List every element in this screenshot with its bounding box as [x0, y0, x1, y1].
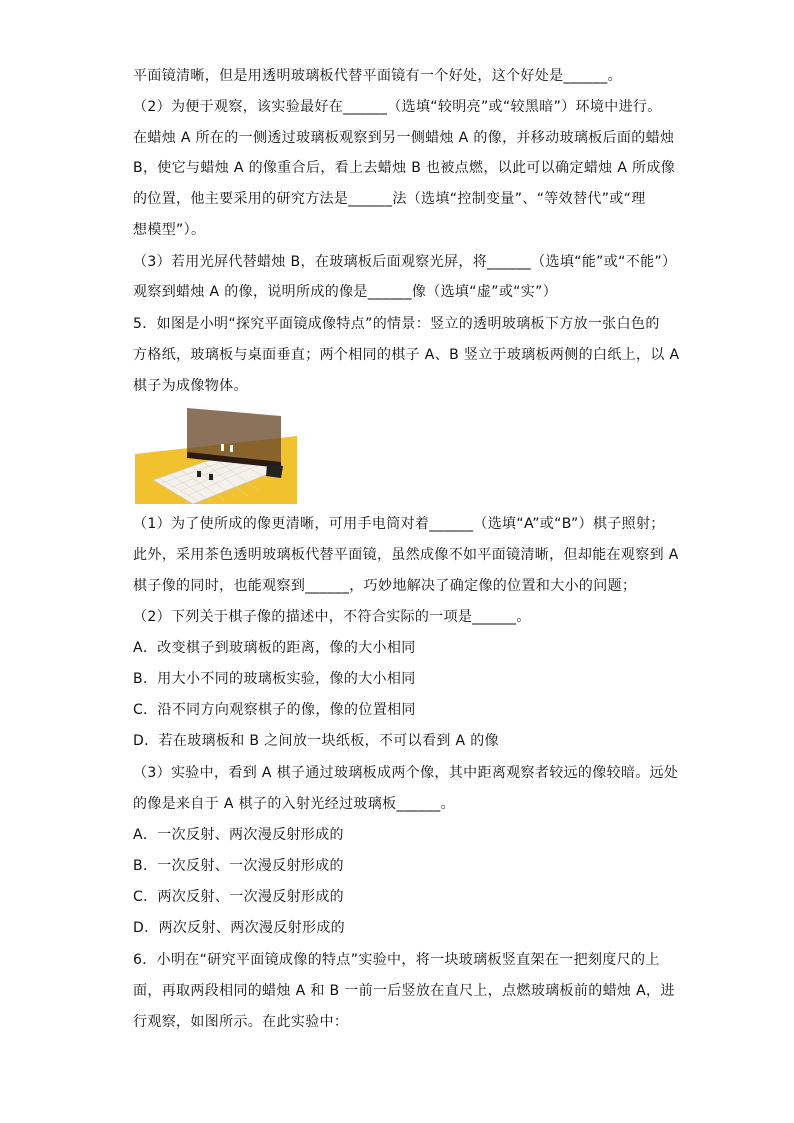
glass-holder — [266, 464, 283, 478]
experiment-figure — [135, 408, 297, 504]
text-line: （3）若用光屏代替蜡烛 B，在玻璃板后面观察光屏，将______（选填“能”或“不能”） — [133, 254, 677, 270]
chess-piece-image — [230, 445, 233, 452]
text-line: 行观察，如图所示。在此实验中： — [133, 1014, 349, 1030]
text-line: 方格纸，玻璃板与桌面垂直；两个相同的棋子 A、B 竖立于玻璃板两侧的白纸上，以 A — [133, 347, 680, 363]
option-line: C．沿不同方向观察棋子的像，像的位置相同 — [133, 702, 416, 718]
text-line: （2）下列关于棋子像的描述中，不符合实际的一项是______。 — [133, 609, 531, 625]
text-line: （3）实验中，看到 A 棋子通过玻璃板成两个像，其中距离观察者较远的像较暗。远处 — [133, 765, 679, 781]
text-line: 在蜡烛 A 所在的一侧透过玻璃板观察到另一侧蜡烛 A 的像，并移动玻璃板后面的蜡烛 — [133, 130, 675, 146]
option-line: A．一次反射、两次漫反射形成的 — [133, 827, 344, 843]
text-line: 面，再取两段相同的蜡烛 A 和 B 一前一后竖放在直尺上，点燃玻璃板前的蜡烛 A，进 — [133, 983, 675, 999]
text-line: （1）为了使所成的像更清晰，可用手电筒对着______（选填“A”或“B”）棋子照射； — [133, 516, 665, 532]
option-line: D．两次反射、两次漫反射形成的 — [133, 920, 346, 936]
text-line: 想模型”）。 — [133, 222, 206, 238]
text-line: 的位置，他主要采用的研究方法是______法（选填“控制变量”、“等效替代”或“理 — [133, 191, 646, 207]
chess-piece-a — [197, 471, 201, 477]
text-line: （2）为便于观察，该实验最好在______（选填“较明亮”或“较黑暗”）环境中进行。 — [133, 99, 662, 115]
chess-piece-image — [221, 444, 224, 451]
option-line: B．用大小不同的玻璃板实验，像的大小相同 — [133, 671, 416, 687]
text-line: 棋子像的同时，也能观察到______，巧妙地解决了确定像的位置和大小的问题； — [133, 578, 637, 594]
option-line: B．一次反射、一次漫反射形成的 — [133, 858, 344, 874]
text-line: 的像是来自于 A 棋子的入射光经过玻璃板______。 — [133, 796, 455, 812]
text-line: 平面镜清晰，但是用透明玻璃板代替平面镜有一个好处，这个好处是______。 — [133, 68, 622, 84]
text-line: 观察到蜡烛 A 的像，说明所成的像是______像（选填“虚”或“实”） — [133, 284, 558, 300]
text-line: 棋子为成像物体。 — [133, 378, 248, 394]
text-line: 6．小明在“研究平面镜成像的特点”实验中，将一块玻璃板竖直架在一把刻度尺的上 — [133, 952, 660, 968]
option-line: A．改变棋子到玻璃板的距离，像的大小相同 — [133, 640, 416, 656]
text-line: 此外，采用茶色透明玻璃板代替平面镜，虽然成像不如平面镜清晰，但却能在观察到 A — [133, 547, 679, 563]
text-line: B，使它与蜡烛 A 的像重合后，看上去蜡烛 B 也被点燃，以此可以确定蜡烛 A 所成像 — [133, 160, 676, 176]
option-line: D．若在玻璃板和 B 之间放一块纸板，不可以看到 A 的像 — [133, 733, 499, 749]
text-line: 5．如图是小明“探究平面镜成像特点”的情景：竖立的透明玻璃板下方放一张白色的 — [133, 316, 660, 332]
chess-piece-a — [209, 474, 213, 480]
option-line: C．两次反射、一次漫反射形成的 — [133, 889, 345, 905]
